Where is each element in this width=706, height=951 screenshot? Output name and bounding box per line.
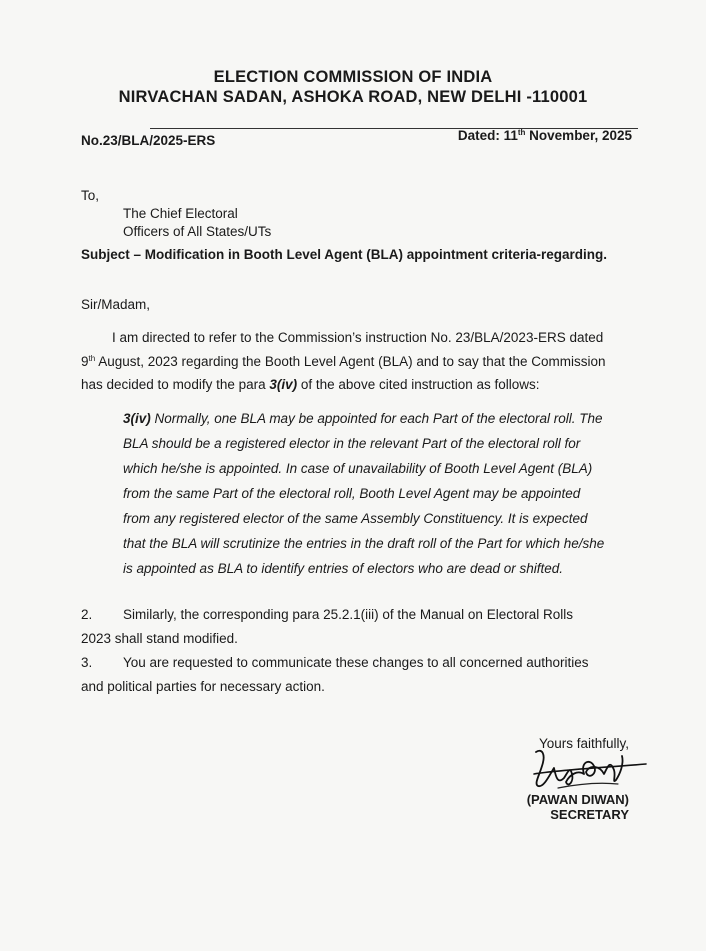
paragraph-2-number: 2. (81, 607, 93, 622)
paragraph-1-line-2 (81, 350, 633, 374)
day-ordinal: th (88, 353, 96, 363)
date-suffix: November, 2025 (525, 128, 632, 143)
letter-date (458, 128, 632, 143)
quote-line-5: from any registered elector of the same Assembly Constituency. It is expected (123, 511, 588, 526)
salutation: Sir/Madam, (81, 297, 151, 312)
quote-line-1 (123, 406, 635, 431)
quote-line-3: which he/she is appointed. In case of unavailability of Booth Level Agent (BLA) (123, 461, 593, 476)
recipient-line-1: The Chief Electoral (123, 206, 238, 221)
paragraph-1-line-1: I am directed to refer to the Commission’s instruction No. 23/BLA/2023-ERS dated (112, 330, 604, 345)
paragraph-3-line-2: and political parties for necessary action. (81, 679, 325, 694)
handwritten-signature (528, 744, 650, 796)
quote-line-2: BLA should be a registered elector in the relevant Part of the electoral roll for (123, 436, 581, 451)
paragraph-2-line-1-text: Similarly, the corresponding para 25.2.1(iii) of the Manual on Electoral Rolls (123, 607, 573, 622)
line-3-post: of the above cited instruction as follows: (297, 377, 540, 392)
paragraph-2 (81, 603, 633, 651)
signatory-name: (PAWAN DIWAN) (526, 792, 629, 807)
paragraph-1-line-2-rest: August, 2023 regarding the Booth Level Agent (BLA) and to say that the Commission (95, 353, 606, 369)
paragraph-3-line-1 (81, 651, 633, 675)
letterhead-org: ELECTION COMMISSION OF INDIA (213, 68, 493, 86)
line-3-pre: has decided to modify the para (81, 377, 270, 392)
paragraph-3 (81, 651, 633, 699)
to-label: To, (81, 188, 100, 203)
paragraph-2-line-1 (81, 603, 633, 627)
reference-number: No.23/BLA/2025-ERS (81, 133, 216, 148)
paragraph-1 (81, 326, 633, 397)
quoted-instruction (123, 406, 635, 581)
paragraph-1-line-3 (81, 373, 633, 397)
recipient-line-2: Officers of All States/UTs (123, 224, 272, 239)
quote-label: 3(iv) (123, 411, 151, 426)
closing-line: Yours faithfully, (538, 736, 629, 751)
quote-line-6: that the BLA will scrutinize the entries in the draft roll of the Part for which he/she (123, 536, 605, 551)
signatory-designation: SECRETARY (550, 807, 629, 822)
letterhead-address: NIRVACHAN SADAN, ASHOKA ROAD, NEW DELHI -110001 (118, 88, 588, 106)
quote-line-4: from the same Part of the electoral roll, Booth Level Agent may be appointed (123, 486, 581, 501)
date-day: 9 (81, 353, 89, 369)
paragraph-2-line-2: 2023 shall stand modified. (81, 631, 238, 646)
quote-line-1-text: Normally, one BLA may be appointed for each Part of the electoral roll. The (150, 411, 603, 426)
paragraph-3-number: 3. (81, 655, 93, 670)
quote-line-7: is appointed as BLA to identify entries of electors who are dead or shifted. (123, 561, 564, 576)
date-prefix: Dated: 11 (457, 128, 518, 143)
date-ordinal: th (517, 128, 526, 137)
paragraph-3-line-1-text: You are requested to communicate these changes to all concerned authorities (123, 655, 589, 670)
subject-line: Subject – Modification in Booth Level Agent (BLA) appointment criteria-regarding. (81, 247, 608, 262)
para-reference: 3(iv) (269, 377, 298, 392)
